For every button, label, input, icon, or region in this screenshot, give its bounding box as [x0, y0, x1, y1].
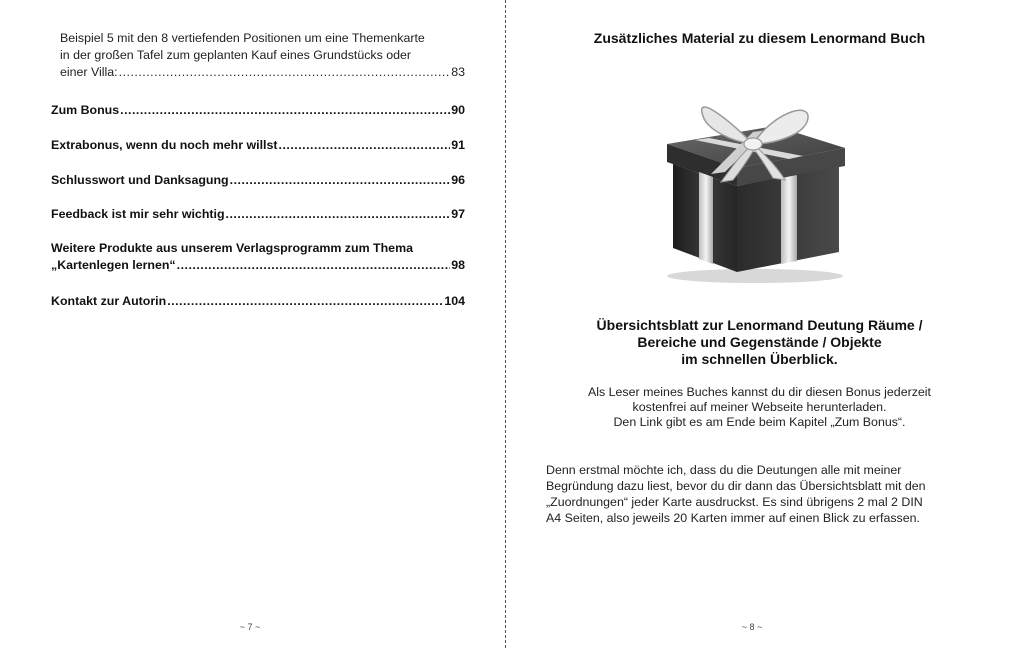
paragraph-line: Als Leser meines Buches kannst du dir diesen Bonus jederzeit: [588, 385, 931, 399]
page-divider: [505, 0, 506, 648]
toc-entry-schlusswort[interactable]: [51, 172, 465, 189]
paragraph-line: A4 Seiten, also jeweils 20 Karten immer auf einen Blick zu erfassen.: [546, 511, 920, 525]
toc-entry-title: Kontakt zur Autorin: [51, 294, 167, 308]
toc-page-number: 96: [451, 173, 465, 187]
toc-entry-zum-bonus[interactable]: [51, 102, 465, 119]
toc-entry-title: Feedback ist mir sehr wichtig: [51, 207, 225, 221]
toc-sub-leader-line: [60, 64, 465, 81]
gift-box-icon: [655, 86, 851, 286]
toc-entry-kontakt[interactable]: [51, 293, 465, 310]
toc-entry-title-line1: Weitere Produkte aus unserem Verlagsprogramm zum Thema: [51, 241, 413, 255]
paragraph-line: „Zuordnungen“ jeder Karte ausdruckst. Es sind übrigens 2 mal 2 DIN: [546, 495, 923, 509]
right-page: [507, 0, 1012, 648]
bonus-info-paragraph: [547, 385, 972, 430]
toc-entry-feedback[interactable]: [51, 206, 465, 223]
leader-dots: [119, 64, 451, 81]
toc-page-number: 104: [444, 294, 465, 308]
subheading-line: Übersichtsblatt zur Lenormand Deutung Räume /: [596, 317, 923, 333]
toc-sub-entry[interactable]: [60, 30, 465, 81]
leader-dots: [120, 102, 450, 119]
toc-entry-weitere-produkte[interactable]: [51, 240, 465, 274]
paragraph-line: Den Link gibt es am Ende beim Kapitel „Zum Bonus“.: [613, 415, 906, 429]
paragraph-line: Denn erstmal möchte ich, dass du die Deutungen alle mit meiner: [546, 463, 902, 477]
subheading-line: Bereiche und Gegenstände / Objekte: [637, 334, 882, 350]
toc-entry-title: Extrabonus, wenn du noch mehr willst: [51, 138, 278, 152]
leader-dots: [230, 172, 451, 189]
body-paragraph: [546, 462, 960, 526]
toc-page-number: 90: [451, 103, 465, 117]
toc-sub-line: Beispiel 5 mit den 8 vertiefenden Positionen um eine Themenkarte: [60, 31, 425, 45]
page-number-right: ~ 8 ~: [741, 622, 763, 632]
leader-dots: [226, 206, 451, 223]
toc-page-number: 91: [451, 138, 465, 152]
leader-dots: [167, 293, 443, 310]
page-heading: Zusätzliches Material zu diesem Lenormand Buch: [593, 30, 926, 46]
toc-sub-line: in der großen Tafel zum geplanten Kauf eines Grundstücks oder: [60, 48, 412, 62]
left-page: [0, 0, 505, 648]
leader-dots: [279, 137, 451, 154]
toc-entry-title: „Kartenlegen lernen“: [51, 258, 176, 272]
page-number-left: ~ 7 ~: [239, 622, 261, 632]
toc-sub-last-line: einer Villa:: [60, 65, 118, 79]
toc-page-number: 98: [451, 258, 465, 272]
toc-entry-title: Schlusswort und Danksagung: [51, 173, 229, 187]
toc-page-number: 97: [451, 207, 465, 221]
toc-entry-extrabonus[interactable]: [51, 137, 465, 154]
subheading-line: im schnellen Überblick.: [681, 351, 838, 367]
paragraph-line: kostenfrei auf meiner Webseite herunterladen.: [632, 400, 887, 414]
toc-entry-title: Zum Bonus: [51, 103, 120, 117]
leader-dots: [177, 257, 451, 274]
paragraph-line: Begründung dazu liest, bevor du dir dann das Übersichtsblatt mit den: [546, 479, 926, 493]
toc-page-number: 83: [451, 65, 465, 79]
bonus-subheading: [547, 317, 972, 368]
